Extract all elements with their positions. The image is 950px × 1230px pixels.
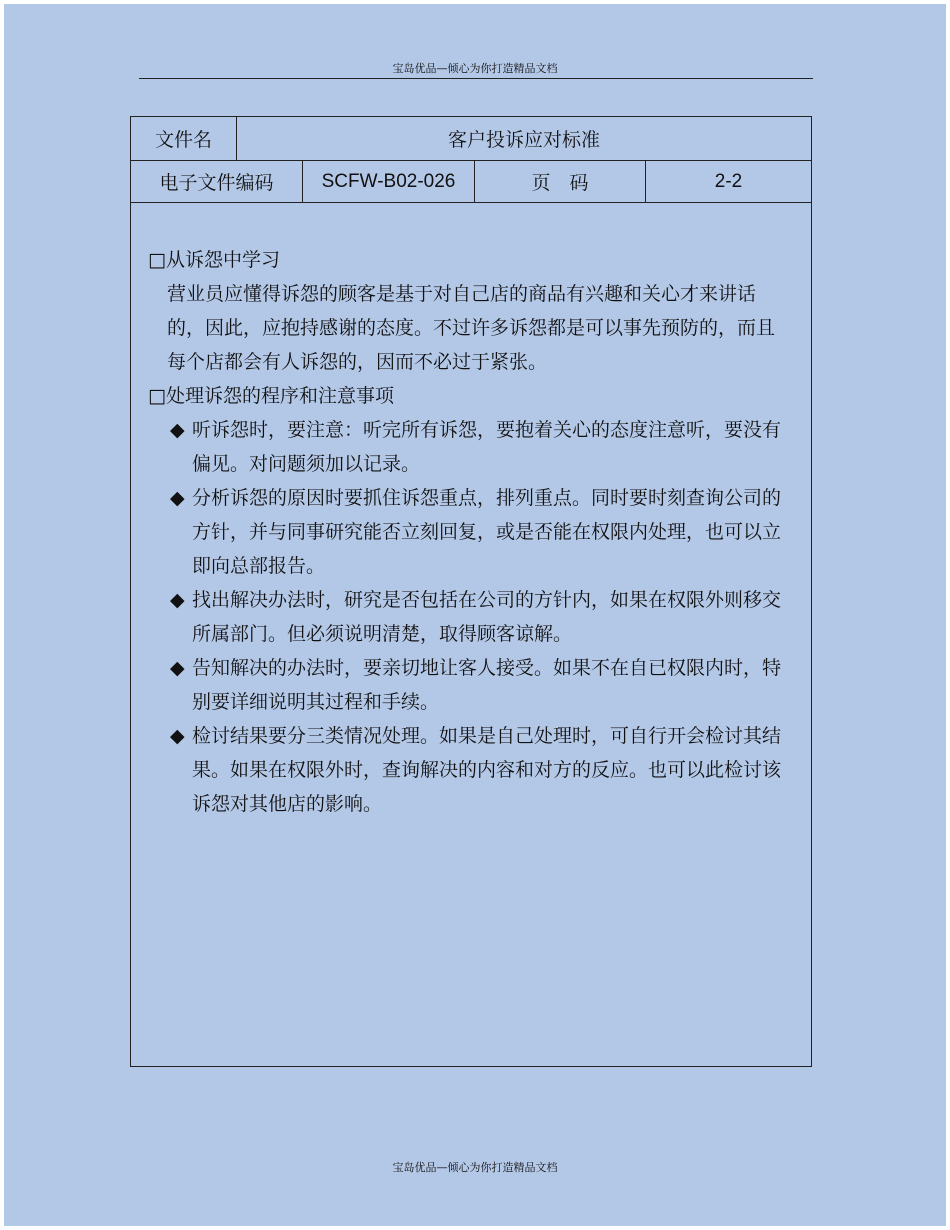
header-divider [139, 78, 813, 79]
procedure-item [148, 651, 788, 719]
procedure-item-text: 告知解决的办法时，要亲切地让客人接受。如果不在自已权限内时，特别要详细说明其过程和手续。 [192, 657, 782, 713]
procedure-item [148, 583, 788, 651]
section-title-procedure: □处理诉怨的程序和注意事项 [148, 385, 394, 407]
document-form [130, 116, 812, 1067]
page-label: 页 码 [475, 161, 646, 202]
procedure-item-text: 检讨结果要分三类情况处理。如果是自己处理时，可自行开会检讨其结果。如果在权限外时，查询解决的内容和对方的反应。也可以此检讨该诉怨对其他店的影响。 [192, 725, 782, 815]
diamond-bullet-icon: ◆ [170, 589, 185, 611]
document-page [4, 4, 946, 1226]
section-text-learn: 营业员应懂得诉怨的顾客是基于对自己店的商品有兴趣和关心才来讲话的，因此，应抱持感谢的态度。不过许多诉怨都是可以事先预防的，而且每个店都会有人诉怨的，因而不必过于紧张。 [167, 283, 776, 373]
file-name-label: 文件名 [131, 117, 237, 160]
section-title-learn: □从诉怨中学习 [148, 249, 280, 271]
diamond-bullet-icon: ◆ [170, 725, 185, 747]
page-header: 宝岛优品—倾心为你打造精品文档 [392, 62, 558, 75]
file-code-row [131, 161, 811, 203]
document-body [148, 243, 788, 821]
file-name-value: 客户投诉应对标准 [447, 129, 600, 151]
page-value: 2-2 [714, 170, 743, 192]
procedure-list [148, 413, 788, 821]
diamond-bullet-icon: ◆ [170, 419, 185, 441]
procedure-item-text: 分析诉怨的原因时要抓住诉怨重点，排列重点。同时要时刻查询公司的方针，并与同事研究能否立刻回复，或是否能在权限内处理，也可以立即向总部报告。 [192, 487, 782, 577]
code-value: SCFW-B02-026 [303, 161, 475, 202]
procedure-item-text: 听诉怨时，要注意：听完所有诉怨，要抱着关心的态度注意听，要没有偏见。对问题须加以记录。 [192, 419, 782, 475]
diamond-bullet-icon: ◆ [170, 657, 185, 679]
page-footer: 宝岛优品—倾心为你打造精品文档 [392, 1161, 558, 1174]
procedure-item-text: 找出解决办法时，研究是否包括在公司的方针内，如果在权限外则移交所属部门。但必须说明清楚，取得顾客谅解。 [192, 589, 782, 645]
procedure-item [148, 481, 788, 583]
file-name-row [131, 117, 811, 161]
procedure-item [148, 413, 788, 481]
diamond-bullet-icon: ◆ [170, 487, 185, 509]
code-label: 电子文件编码 [131, 161, 303, 202]
procedure-item [148, 719, 788, 821]
